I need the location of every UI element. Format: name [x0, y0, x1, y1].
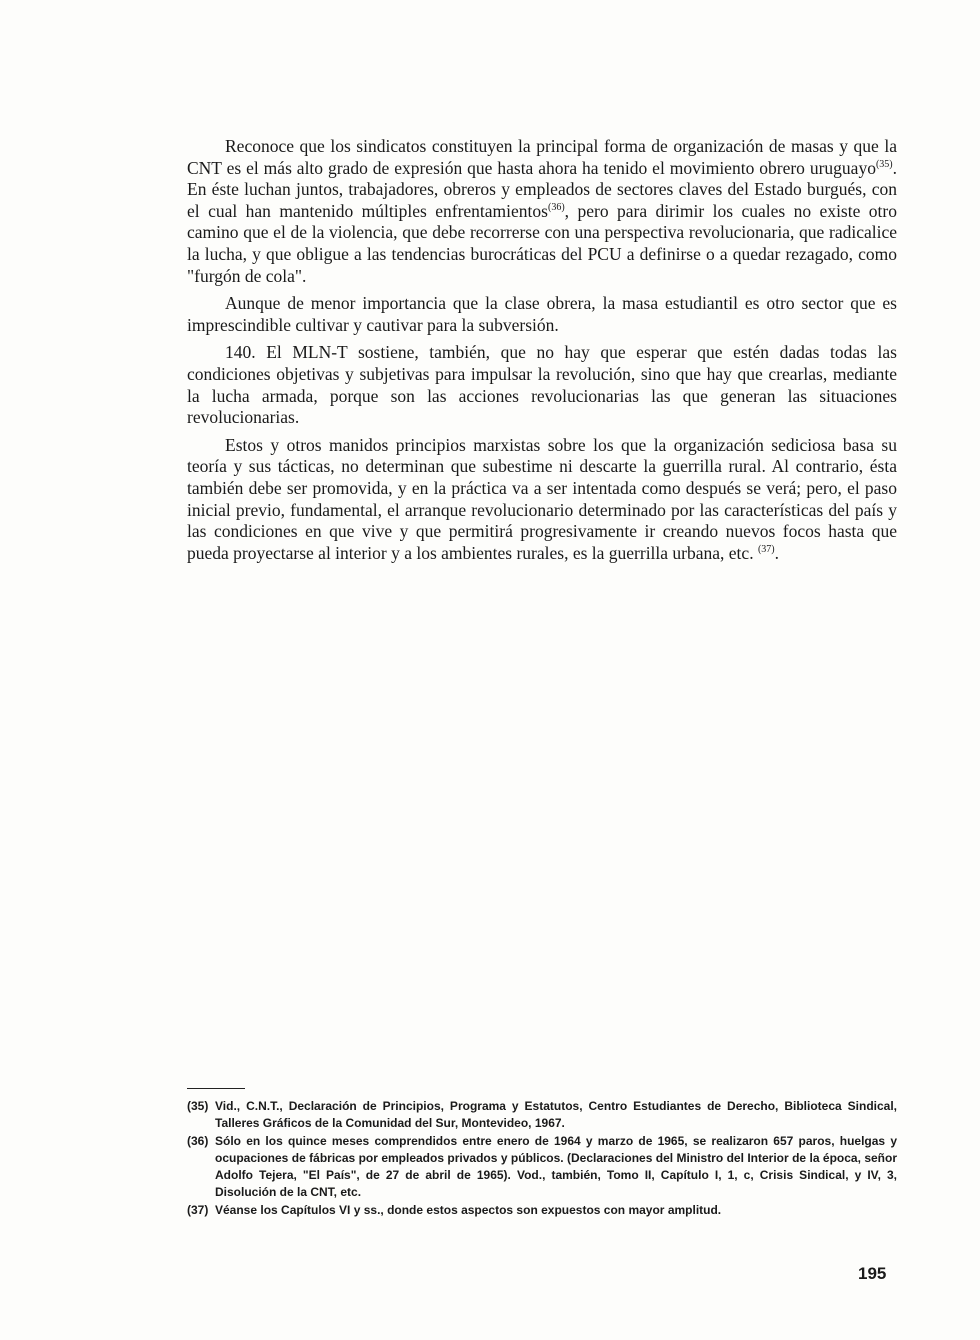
paragraph-2: Aunque de menor importancia que la clase obrera, la masa estudiantil es otro sector que es imprescindible cultivar y cautivar para la subversión. [187, 293, 897, 335]
paragraph-1-text-c: , pero para dirimir los cuales no existe otro camino que el de la violencia, que debe recorrerse con una perspectiva revolucionaria, que radicalice la lucha, y que obligue a las tendencias burocráticas del PCU a definirse o a quedar rezagado, como "furgón de cola". [187, 200, 897, 286]
footnote-ref-37[interactable]: (37) [757, 543, 775, 555]
footnote-text: Vid., C.N.T., Declaración de Principios, Programa y Estatutos, Centro Estudiantes de Derecho, Biblioteca Sindical, Talleres Gráficos de la Comunidad del Sur, Montevideo, 1967. [215, 1099, 897, 1130]
footnote-37 [187, 1202, 897, 1219]
footnote-36 [187, 1133, 897, 1201]
paragraph-3: 140. El MLN-T sostiene, también, que no hay que esperar que estén dadas todas las condiciones objetivas y subjetivas para impulsar la revolución, sino que hay que crearlas, mediante la lucha armada, porque son las acciones revolucionarias las que generan las situaciones revolucionarias. [187, 342, 897, 428]
paragraph-1-text-a: Reconoce que los sindicatos constituyen la principal forma de organización de masas y que la CNT es el más alto grado de expresión que hasta ahora ha tenido el movimiento obrero uruguayo [187, 136, 897, 178]
footnote-divider [187, 1088, 245, 1089]
paragraph-4 [187, 435, 897, 565]
footnote-number: (36) [187, 1134, 209, 1148]
footnote-ref-35[interactable]: (35) [875, 158, 893, 170]
footnote-text: Sólo en los quince meses comprendidos entre enero de 1964 y marzo de 1965, se realizaron 657 paros, huelgas y ocupaciones de fábricas por empleados privados y públicos. (Declaraciones del Ministro del Interior de la época, señor Adolfo Tejera, "El País", de 27 de abril de 1965). Vod., también, Tomo II, Capítulo I, 1, c, Crisis Sindical, y IV, 3, Disolución de la CNT, etc. [215, 1134, 897, 1199]
paragraph-1-text-b: . En éste luchan juntos, trabajadores, obreros y empleados de sectores claves del Estado burgués, con el cual han mantenido múltiples enfrentamientos [187, 157, 897, 221]
footnotes [187, 1098, 897, 1220]
footnote-number: (35) [187, 1099, 209, 1113]
paragraph-4-text-b: . [774, 542, 779, 563]
footnote-number: (37) [187, 1203, 209, 1217]
footnote-text: Véanse los Capítulos VI y ss., donde estos aspectos son expuestos con mayor amplitud. [215, 1203, 722, 1217]
page-number: 195 [858, 1264, 887, 1283]
footnote-ref-36[interactable]: (36) [547, 201, 565, 213]
body-text [187, 136, 897, 570]
footnote-35 [187, 1098, 897, 1132]
paragraph-4-text-a: Estos y otros manidos principios marxistas sobre los que la organización sediciosa basa su teoría y sus tácticas, no determinan que subestime ni descarte la guerrilla rural. Al contrario, ésta también debe ser promovida, y en la práctica va a ser intentada como después se verá; pero, el paso inicial previo, fundamental, el arranque revolucionario determinado por las características del país y las condiciones en que vive y que permitirá progresivamente ir creando nuevos focos hasta que pueda proyectarse al interior y a los ambientes rurales, es la guerrilla urbana, etc. [187, 434, 897, 563]
paragraph-1 [187, 136, 897, 287]
